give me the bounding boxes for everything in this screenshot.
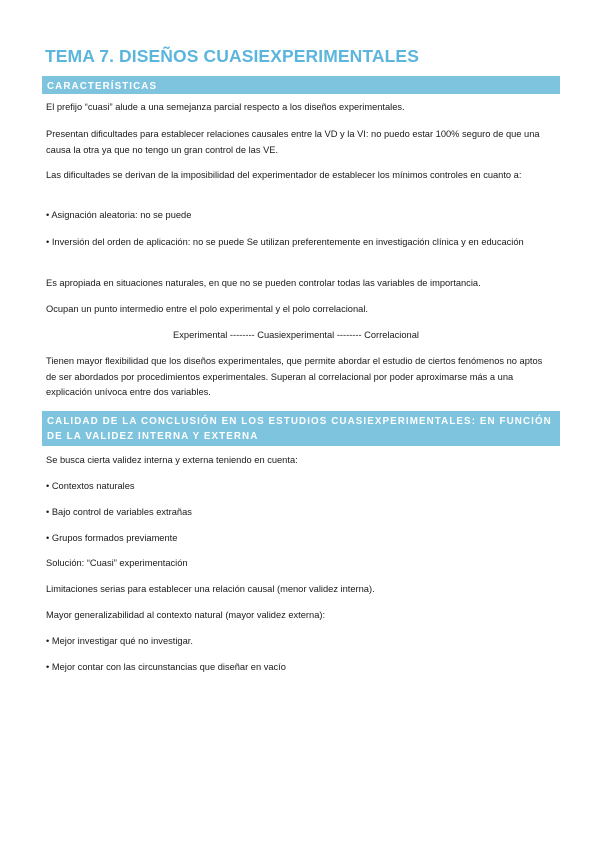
paragraph: Ocupan un punto intermedio entre el polo experimental y el polo correlacional. (46, 304, 368, 314)
paragraph: Las dificultades se derivan de la imposibilidad del experimentador de establecer los mínimos controles en cuanto a: (46, 170, 522, 180)
page-title: TEMA 7. DISEÑOS CUASIEXPERIMENTALES (45, 46, 419, 66)
section-heading-calidad: CALIDAD DE LA CONCLUSIÓN EN LOS ESTUDIOS CUASIEXPERIMENTALES: EN FUNCIÓN DE LA VALIDEZ INTERNA Y EXTERNA (42, 411, 560, 446)
continuum-line: Experimental -------- Cuasiexperimental -------- Correlacional (173, 330, 419, 340)
bullet-item: • Mejor contar con las circunstancias que diseñar en vacío (46, 662, 286, 672)
paragraph: Limitaciones serias para establecer una relación causal (menor validez interna). (46, 584, 375, 594)
section-heading-caracteristicas: CARACTERÍSTICAS (42, 76, 560, 94)
paragraph: Solución: “Cuasi” experimentación (46, 558, 188, 568)
bullet-item: • Asignación aleatoria: no se puede (46, 210, 192, 220)
bullet-item: • Inversión del orden de aplicación: no se puede Se utilizan preferentemente en investigación clínica y en educación (46, 237, 524, 247)
bullet-item: • Mejor investigar qué no investigar. (46, 636, 193, 646)
bullet-item: • Bajo control de variables extrañas (46, 507, 192, 517)
paragraph: Se busca cierta validez interna y externa teniendo en cuenta: (46, 455, 298, 465)
paragraph: El prefijo “cuasi” alude a una semejanza parcial respecto a los diseños experimentales. (46, 102, 405, 112)
paragraph: Es apropiada en situaciones naturales, en que no se pueden controlar todas las variables de importancia. (46, 278, 481, 288)
paragraph: Presentan dificultades para establecer relaciones causales entre la VD y la VI: no puedo estar 100% seguro de que una causa la otra ya que no tengo un gran control de las VE. (46, 129, 540, 155)
bullet-item: • Grupos formados previamente (46, 533, 178, 543)
paragraph: Mayor generalizabilidad al contexto natural (mayor validez externa): (46, 610, 326, 620)
bullet-item: • Contextos naturales (46, 481, 135, 491)
paragraph: Tienen mayor flexibilidad que los diseños experimentales, que permite abordar el estudio de ciertos fenómenos no aptos de ser abordados por procedimientos experimentales. Superan al correlacional por poder aproximarse más a una explicación unívoca entre dos variables. (46, 356, 543, 397)
